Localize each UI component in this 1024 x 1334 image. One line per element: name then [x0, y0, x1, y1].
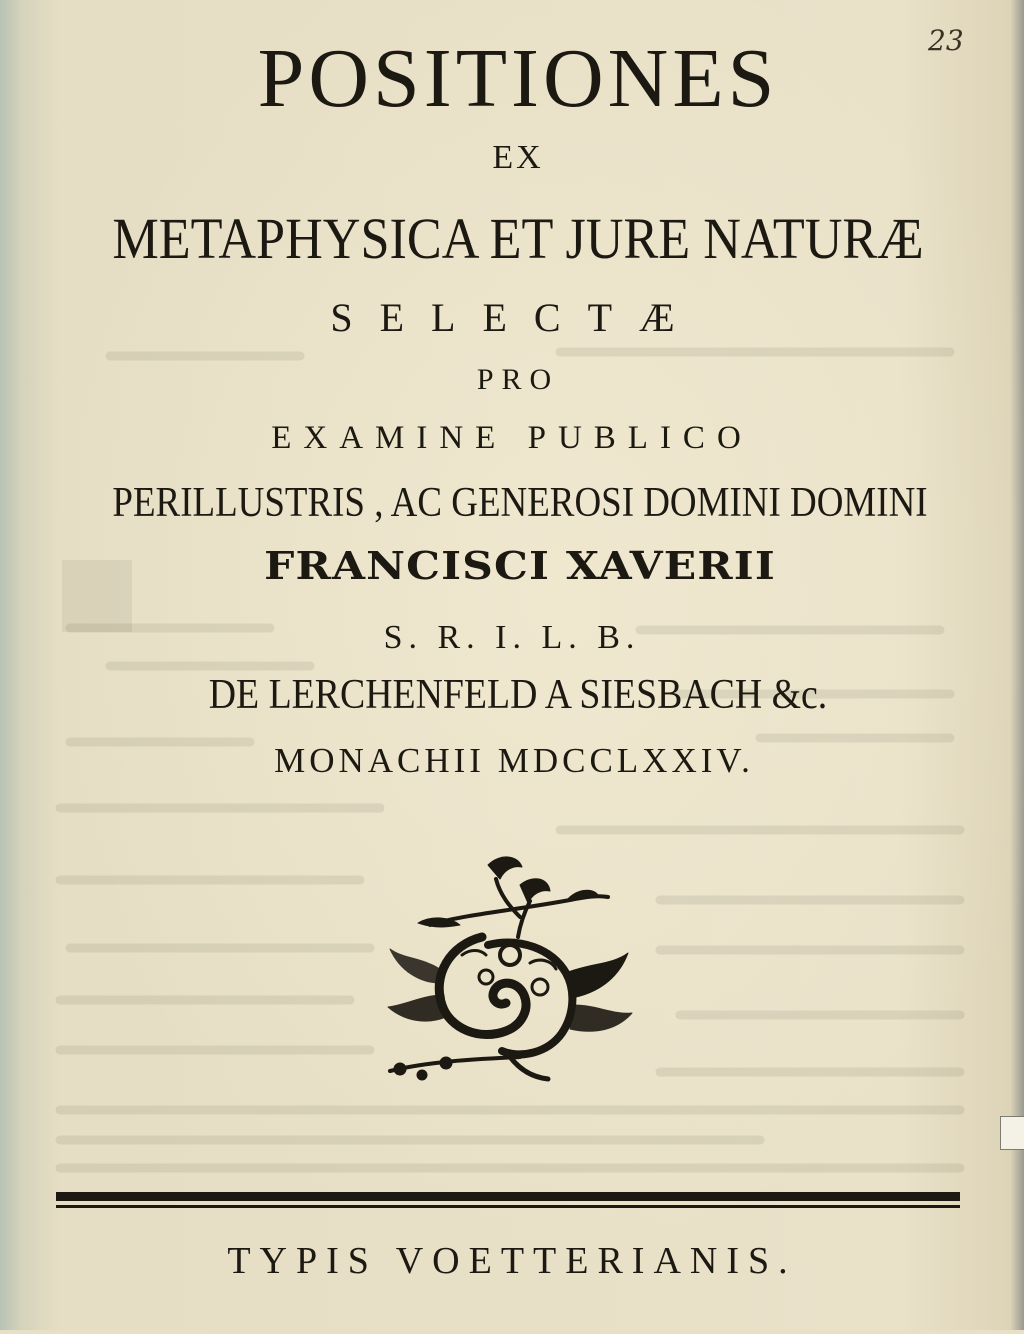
page-edge-tab: [1000, 1116, 1024, 1150]
subject-line: METAPHYSICA ET JURE NATURÆ: [112, 206, 924, 271]
rococo-floral-vignette-icon: [370, 845, 650, 1095]
place-and-date: MONACHII MDCCLXXIV.: [274, 741, 754, 780]
folio-number: 23: [928, 24, 964, 57]
noble-title-abbrev: S. R. I. L. B.: [383, 619, 641, 656]
examine-line: EXAMINE PUBLICO: [271, 420, 753, 456]
pro-line: PRO: [476, 363, 560, 396]
family-name-line: DE LERCHENFELD A SIESBACH &c.: [208, 672, 828, 718]
title-connector-ex: EX: [492, 139, 544, 176]
book-title: POSITIONES: [257, 32, 779, 125]
honorific-line: PERILLUSTRIS , AC GENEROSI DOMINI DOMINI: [112, 480, 928, 526]
double-rule-divider: [56, 1190, 960, 1214]
selectae-line: SELECTÆ: [330, 295, 702, 340]
printer-imprint: TYPIS VOETTERIANIS.: [227, 1240, 797, 1282]
dedicatee-name: FRANCISCI XAVERII: [264, 543, 776, 588]
